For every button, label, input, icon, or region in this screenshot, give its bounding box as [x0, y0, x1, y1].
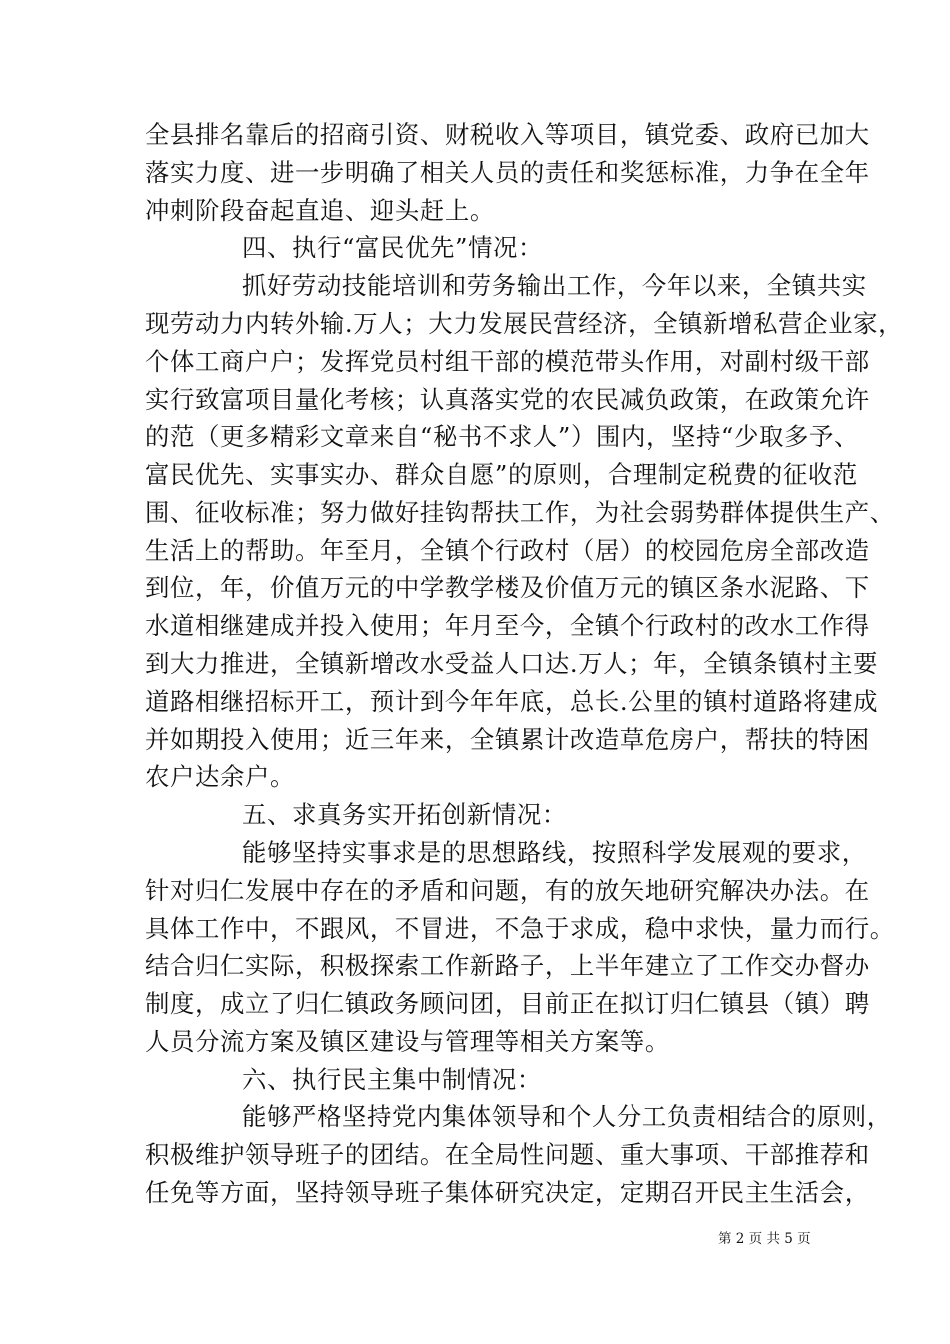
text-line: 积极维护领导班子的团结。在全局性问题、重大事项、干部推荐和	[145, 1140, 870, 1170]
text-line: 到位，年，价值万元的中学教学楼及价值万元的镇区条水泥路、下	[145, 573, 870, 603]
text-line: 具体工作中，不跟风，不冒进，不急于求成，稳中求快，量力而行。	[145, 913, 895, 943]
section-heading: 五、求真务实开拓创新情况：	[242, 800, 567, 830]
text-line: 的范（更多精彩文章来自“秘书不求人”）围内，坚持“少取多予、	[145, 422, 859, 452]
section-heading: 四、执行“富民优先”情况：	[242, 233, 544, 263]
text-line: 能够坚持实事求是的思想路线，按照科学发展观的要求，	[242, 837, 867, 867]
text-line: 落实力度、进一步明确了相关人员的责任和奖惩标准，力争在全年	[145, 157, 870, 187]
text-line: 并如期投入使用；近三年来，全镇累计改造草危房户，帮扶的特困	[145, 724, 870, 754]
page-number: 第 2 页 共 5 页	[718, 1231, 811, 1247]
text-line: 道路相继招标开工，预计到今年年底，总长.公里的镇村道路将建成	[145, 686, 879, 716]
text-line: 结合归仁实际，积极探索工作新路子，上半年建立了工作交办督办	[145, 951, 870, 981]
text-line: 生活上的帮助。年至月，全镇个行政村（居）的校园危房全部改造	[145, 535, 870, 565]
section-heading: 六、执行民主集中制情况：	[242, 1064, 542, 1094]
text-line: 能够严格坚持党内集体领导和个人分工负责相结合的原则，	[242, 1102, 892, 1132]
text-line: 现劳动力内转外输.万人；大力发展民营经济，全镇新增私营企业家，	[145, 308, 904, 338]
text-line: 围、征收标准；努力做好挂钩帮扶工作，为社会弱势群体提供生产、	[145, 497, 895, 527]
text-line: 水道相继建成并投入使用；年月至今，全镇个行政村的改水工作得	[145, 611, 870, 641]
text-line: 全县排名靠后的招商引资、财税收入等项目，镇党委、政府已加大	[145, 120, 870, 149]
text-line: 到大力推进，全镇新增改水受益人口达.万人；年，全镇条镇村主要	[145, 649, 879, 678]
text-line: 富民优先、实事实办、群众自愿”的原则，合理制定税费的征收范	[145, 460, 858, 490]
text-line: 制度，成立了归仁镇政务顾问团，目前正在拟订归仁镇县（镇）聘	[145, 989, 870, 1019]
text-line: 个体工商户户；发挥党员村组干部的模范带头作用，对副村级干部	[145, 346, 870, 376]
text-line: 任免等方面，坚持领导班子集体研究决定，定期召开民主生活会，	[145, 1178, 870, 1207]
text-line: 人员分流方案及镇区建设与管理等相关方案等。	[145, 1026, 670, 1056]
text-line: 抓好劳动技能培训和劳务输出工作，今年以来，全镇共实	[242, 271, 867, 301]
text-line: 实行致富项目量化考核；认真落实党的农民减负政策，在政策允许	[145, 384, 870, 414]
text-line: 冲刺阶段奋起直追、迎头赶上。	[145, 195, 495, 225]
text-line: 针对归仁发展中存在的矛盾和问题，有的放矢地研究解决办法。在	[145, 875, 870, 905]
text-line: 农户达余户。	[145, 762, 295, 792]
